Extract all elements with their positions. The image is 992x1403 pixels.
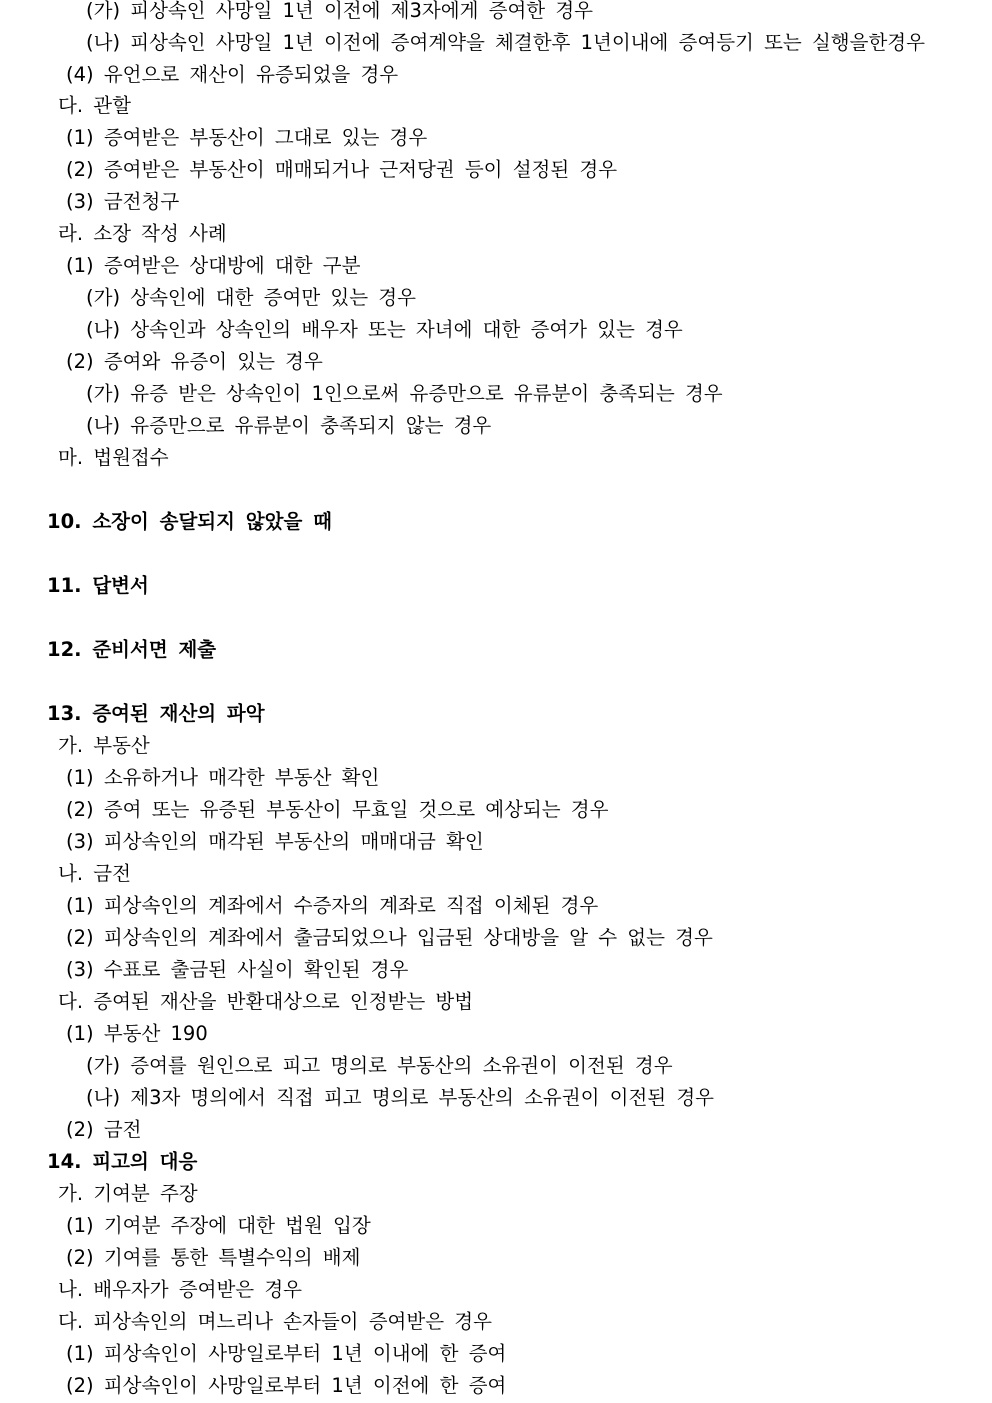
outline-item-level-1: 나. 배우자가 증여받은 경우 [58,1278,303,1301]
section-heading: 11. 답변서 [47,574,149,597]
outline-item-level-2: (2) 피상속인이 사망일로부터 1년 이전에 한 증여 [66,1374,507,1397]
outline-item-level-2: (1) 증여받은 부동산이 그대로 있는 경우 [66,126,428,149]
outline-item-level-3: (가) 유증 받은 상속인이 1인으로써 유증만으로 유류분이 충족되는 경우 [86,382,723,405]
outline-item-level-1: 마. 법원접수 [58,446,169,469]
outline-item-level-1: 라. 소장 작성 사례 [58,222,227,245]
outline-item-level-3: (가) 증여를 원인으로 피고 명의로 부동산의 소유권이 이전된 경우 [86,1054,673,1077]
outline-item-level-2: (2) 피상속인의 계좌에서 출금되었으나 입금된 상대방을 알 수 없는 경우 [66,926,713,949]
outline-item-level-3: (나) 상속인과 상속인의 배우자 또는 자녀에 대한 증여가 있는 경우 [86,318,683,341]
outline-item-level-2: (1) 피상속인이 사망일로부터 1년 이내에 한 증여 [66,1342,507,1365]
outline-item-level-2: (1) 부동산 190 [66,1022,208,1045]
outline-item-level-2: (2) 기여를 통한 특별수익의 배제 [66,1246,361,1269]
outline-item-level-1: 다. 증여된 재산을 반환대상으로 인정받는 방법 [58,990,474,1013]
outline-item-level-1: 다. 피상속인의 며느리나 손자들이 증여받은 경우 [58,1310,492,1333]
outline-item-level-1: 가. 기여분 주장 [58,1182,198,1205]
outline-item-level-3: (나) 제3자 명의에서 직접 피고 명의로 부동산의 소유권이 이전된 경우 [86,1086,715,1109]
outline-item-level-2: (1) 피상속인의 계좌에서 수증자의 계좌로 직접 이체된 경우 [66,894,599,917]
outline-item-level-1: 가. 부동산 [58,734,150,757]
outline-item-level-2: (1) 기여분 주장에 대한 법원 입장 [66,1214,371,1237]
outline-item-level-3: (나) 유증만으로 유류분이 충족되지 않는 경우 [86,414,492,437]
section-heading: 14. 피고의 대응 [47,1150,198,1173]
outline-item-level-3: (가) 피상속인 사망일 1년 이전에 제3자에게 증여한 경우 [86,0,593,22]
section-heading: 12. 준비서면 제출 [47,638,217,661]
outline-item-level-2: (2) 증여 또는 유증된 부동산이 무효일 것으로 예상되는 경우 [66,798,609,821]
outline-item-level-2: (3) 금전청구 [66,190,180,213]
outline-item-level-2: (2) 금전 [66,1118,142,1141]
outline-item-level-1: 나. 금전 [58,862,131,885]
outline-item-level-3: (가) 상속인에 대한 증여만 있는 경우 [86,286,416,309]
outline-item-level-2: (1) 증여받은 상대방에 대한 구분 [66,254,361,277]
outline-item-level-2: (4) 유언으로 재산이 유증되었을 경우 [66,63,399,86]
outline-item-level-2: (1) 소유하거나 매각한 부동산 확인 [66,766,380,789]
section-heading: 10. 소장이 송달되지 않았을 때 [47,510,332,533]
outline-item-level-2: (2) 증여와 유증이 있는 경우 [66,350,323,373]
section-heading: 13. 증여된 재산의 파악 [47,702,265,725]
outline-item-level-1: 다. 관할 [58,94,131,117]
outline-item-level-3: (나) 피상속인 사망일 1년 이전에 증여계약을 체결한후 1년이내에 증여등기 또는 실행을한경우 [86,31,925,54]
outline-item-level-2: (2) 증여받은 부동산이 매매되거나 근저당권 등이 설정된 경우 [66,158,618,181]
outline-item-level-2: (3) 수표로 출금된 사실이 확인된 경우 [66,958,409,981]
outline-item-level-2: (3) 피상속인의 매각된 부동산의 매매대금 확인 [66,830,484,853]
